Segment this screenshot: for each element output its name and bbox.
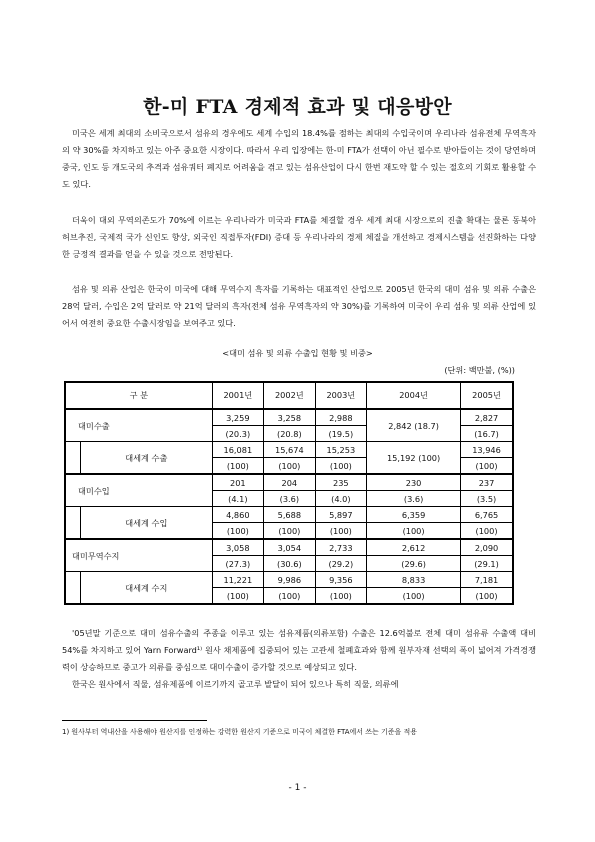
cell-value: 6,765	[461, 507, 513, 523]
cell-share: (100)	[212, 458, 264, 475]
table-unit: (단위: 백만불, (%))	[444, 365, 515, 375]
cell-value: 3,259	[212, 409, 264, 426]
cell-share: (19.5)	[315, 426, 367, 442]
cell-share: (100)	[264, 458, 316, 475]
cell-share: (20.8)	[264, 426, 316, 442]
cell-value: 7,181	[461, 572, 513, 588]
cell-value: 2,827	[461, 409, 513, 426]
cell-share: (100)	[212, 588, 264, 605]
cell-share: (30.6)	[264, 556, 316, 572]
table-caption: <대미 섬유 및 의류 수출입 현황 및 비중>	[222, 348, 373, 358]
cell-share: (4.1)	[212, 491, 264, 507]
row-label-export-us: 대미수출	[65, 409, 212, 442]
cell-value: 6,359	[367, 507, 461, 523]
cell-share: (29.1)	[461, 556, 513, 572]
cell-value: 2,988	[315, 409, 367, 426]
cell-value: 5,897	[315, 507, 367, 523]
cell-share: (100)	[264, 588, 316, 605]
cell-share: (3.6)	[367, 491, 461, 507]
cell-value: 15,674	[264, 442, 316, 458]
paragraph-3: 섬유 및 의류 산업은 한국이 미국에 대해 무역수지 흑자를 기록하는 대표적인 산업으로 2005년 한국의 대미 섬유 및 의류 수출은 28억 달러, 수입은 2억 달러로 약 21억 달러의 흑자(전체 섬유 무역흑자의 약 30%)를 기록하여 미국이 우리 섬유 및 의류 산업에 있어서 여전히 중요한 수출시장임을 보여주고 있다.	[62, 284, 536, 328]
cell-value: 16,081	[212, 442, 264, 458]
row-label-import-world: 대세계 수입	[81, 507, 213, 540]
cell-share: (27.3)	[212, 556, 264, 572]
header-year: 2002년	[264, 382, 316, 409]
footnote: 1) 원사부터 역내산을 사용해야 원산지를 인정하는 강력한 원산지 기준으로 미국이 체결한 FTA에서 쓰는 기준을 적용	[62, 728, 418, 736]
cell-share: (100)	[461, 523, 513, 540]
cell-value: 2,090	[461, 539, 513, 556]
cell-value: 3,054	[264, 539, 316, 556]
cell-share: (20.3)	[212, 426, 264, 442]
cell-value: 9,986	[264, 572, 316, 588]
cell-share: (100)	[461, 458, 513, 475]
table-row	[65, 474, 513, 491]
cell-share: (100)	[315, 588, 367, 605]
cell-value: 9,356	[315, 572, 367, 588]
paragraph-5: 한국은 원사에서 직물, 섬유제품에 이르기까지 골고루 발달이 되어 있으나 특히 직물, 의류에	[72, 679, 399, 689]
header-year: 2001년	[212, 382, 264, 409]
cell-value: 201	[212, 474, 264, 491]
row-indent	[65, 572, 81, 605]
paragraph-2: 더욱이 대외 무역의존도가 70%에 이르는 우리나라가 미국과 FTA를 체결할 경우 세계 최대 시장으로의 진출 확대는 물론 동북아 허브추진, 국제적 국가 신인도 향상, 외국인 직접투자(FDI) 증대 등 우리나라의 경제 체질을 개선하고 경제시스템을 선진화하는 다양한 긍정적 결과를 얻을 수 있을 것으로 전망된다.	[62, 215, 536, 259]
cell-share: (29.2)	[315, 556, 367, 572]
cell-share: (3.5)	[461, 491, 513, 507]
row-label-export-world: 대세계 수출	[81, 442, 213, 475]
cell-share: (100)	[461, 588, 513, 605]
row-label-balance-us: 대미무역수지	[65, 539, 212, 572]
cell-value: 15,253	[315, 442, 367, 458]
header-year: 2005년	[461, 382, 513, 409]
cell-value: 15,192 (100)	[367, 442, 461, 475]
cell-share: (100)	[315, 523, 367, 540]
cell-value: 8,833	[367, 572, 461, 588]
cell-value: 2,842 (18.7)	[367, 409, 461, 442]
cell-share: (100)	[212, 523, 264, 540]
page-number: - 1 -	[288, 783, 307, 793]
cell-share: (100)	[264, 523, 316, 540]
table-row	[65, 507, 513, 523]
cell-share: (100)	[367, 523, 461, 540]
paragraph-1: 미국은 세계 최대의 소비국으로서 섬유의 경우에도 세계 수입의 18.4%를 점하는 최대의 수입국이며 우리나라 섬유전체 무역흑자의 약 30%를 차지하고 있는 아주 중요한 시장이다. 따라서 우리 입장에는 한-미 FTA가 선택이 아닌 필수로 받아들이는 것이 당연하며 중국, 인도 등 개도국의 추격과 섬유쿼터 폐지로 어려움을 겪고 있는 섬유산업이 다시 한번 재도약 할 수 있는 절호의 기회로 활용할 수도 있다.	[62, 128, 536, 189]
document-title: 한-미 FTA 경제적 효과 및 대응방안	[143, 96, 452, 118]
cell-value: 235	[315, 474, 367, 491]
row-label-balance-world: 대세계 수지	[81, 572, 213, 605]
row-indent	[65, 507, 81, 540]
table-row	[65, 409, 513, 426]
table-row	[65, 539, 513, 556]
cell-value: 230	[367, 474, 461, 491]
header-year: 2003년	[315, 382, 367, 409]
trade-stats-table	[64, 381, 514, 605]
cell-value: 2,733	[315, 539, 367, 556]
row-label-import-us: 대미수입	[65, 474, 212, 507]
cell-value: 237	[461, 474, 513, 491]
cell-value: 4,860	[212, 507, 264, 523]
table-row	[65, 572, 513, 588]
header-category: 구 분	[65, 382, 212, 409]
footnote-divider	[62, 720, 207, 721]
table-header-row	[65, 382, 513, 409]
cell-share: (4.0)	[315, 491, 367, 507]
paragraph-4: '05년말 기준으로 대미 섬유수출의 주종을 이루고 있는 섬유제품(의류포함) 수출은 12.6억불로 전체 대미 섬유류 수출액 대비 54%를 차지하고 있어 Yarn Forward¹⁾ 원사 채제품에 집중되어 있는 고관세 철폐효과와 함께 원부자재 선택의 폭이 넓어져 가격경쟁력이 상승하므로 중고가 의류를 중심으로 대미수출이 증가할 것으로 예상되고 있다.	[62, 628, 536, 672]
cell-share: (3.6)	[264, 491, 316, 507]
cell-share: (29.6)	[367, 556, 461, 572]
table-row	[65, 442, 513, 458]
row-indent	[65, 442, 81, 475]
cell-value: 204	[264, 474, 316, 491]
header-year: 2004년	[367, 382, 461, 409]
cell-value: 11,221	[212, 572, 264, 588]
cell-value: 2,612	[367, 539, 461, 556]
cell-value: 13,946	[461, 442, 513, 458]
cell-share: (100)	[315, 458, 367, 475]
cell-share: (100)	[367, 588, 461, 605]
cell-value: 3,058	[212, 539, 264, 556]
cell-share: (16.7)	[461, 426, 513, 442]
cell-value: 5,688	[264, 507, 316, 523]
cell-value: 3,258	[264, 409, 316, 426]
